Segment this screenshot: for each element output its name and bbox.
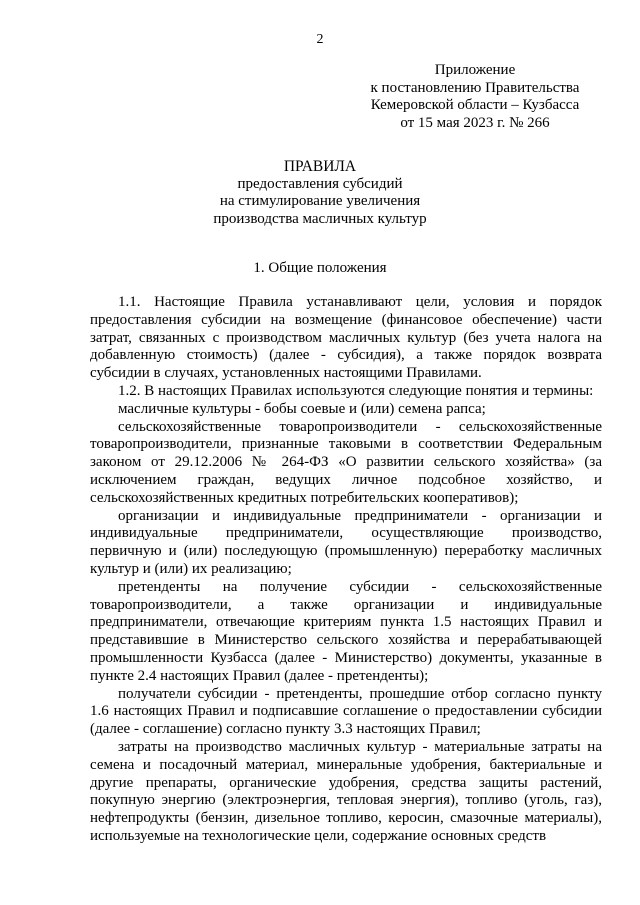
definition-organizations: организации и индивидуальные предприниматели - организации и индивидуальные предприниматели, осуществляющие производство, первичную и (или) последующую (промышленную) переработку масличных культур и (или) их реализацию; — [90, 507, 602, 577]
body-text — [90, 294, 602, 846]
document-subtitle-line-3: производства масличных культур — [213, 210, 427, 227]
definition-recipients: получатели субсидии - претенденты, прошедшие отбор согласно пункту 1.6 настоящих Правил и подписавшие соглашение о предоставлении субсидии (далее - соглашение) согласно пункту 3.3 настоящих Правил; — [90, 685, 602, 738]
paragraph-1-1: 1.1. Настоящие Правила устанавливают цели, условия и порядок предоставления субсидии на возмещение (финансовое обеспечение) части затрат, связанных с производством масличных культур (без учета налога на добавленную стоимость) (далее - субсидия), а также порядок возврата субсидии в случаях, установленных настоящими Правилами. — [90, 294, 602, 382]
appendix-title: Приложение — [434, 62, 516, 78]
definition-oil-crops: масличные культуры - бобы соевые и (или) семена рапса; — [118, 400, 486, 417]
definition-production-costs: затраты на производство масличных культур - материальные затраты на семена и посадочный материал, минеральные удобрения, бактериальные и другие препараты, органические удобрения, средства защиты растений, покупную энергию (электроэнергия, тепловая энергия), топливо (уголь, газ), нефтепродукты (бензин, дизельное топливо, керосин, смазочные материалы), используемые на технологические цели, содержание основных средств — [90, 738, 602, 844]
appendix-date-line: от 15 мая 2023 г. № 266 — [400, 114, 550, 131]
document-subtitle-line-1: предоставления субсидий — [237, 175, 403, 192]
document-title-block — [0, 158, 640, 228]
definition-agri-producers: сельскохозяйственные товаропроизводители - сельскохозяйственные товаропроизводители, признанные таковыми в соответствии Федеральным законом от 29.12.2006 № 264-ФЗ «О развитии сельского хозяйства» (за исключением граждан, ведущих личное подсобное хозяйство, и сельскохозяйственных кредитных потребительских кооперативов); — [90, 418, 602, 506]
definition-applicants: претенденты на получение субсидии - сельскохозяйственные товаропроизводители, а также организации и индивидуальные предприниматели, отвечающие критериям пункта 1.5 настоящих Правил и представившие в Министерство сельского хозяйства и перерабатывающей промышленности Кузбасса (далее - Министерство) документы, указанные в пункте 2.4 настоящих Правил (далее - претенденты); — [90, 578, 602, 684]
appendix-block — [360, 62, 590, 132]
document-subtitle-line-2: на стимулирование увеличения — [219, 193, 421, 209]
appendix-decree-line: к постановлению Правительства — [370, 79, 580, 96]
document-title: ПРАВИЛА — [283, 158, 357, 175]
section-heading: 1. Общие положения — [253, 260, 387, 276]
appendix-region-line: Кемеровской области – Кузбасса — [370, 97, 580, 113]
paragraph-1-2: 1.2. В настоящих Правилах используются следующие понятия и термины: — [118, 382, 594, 399]
page-number: 2 — [316, 32, 324, 47]
